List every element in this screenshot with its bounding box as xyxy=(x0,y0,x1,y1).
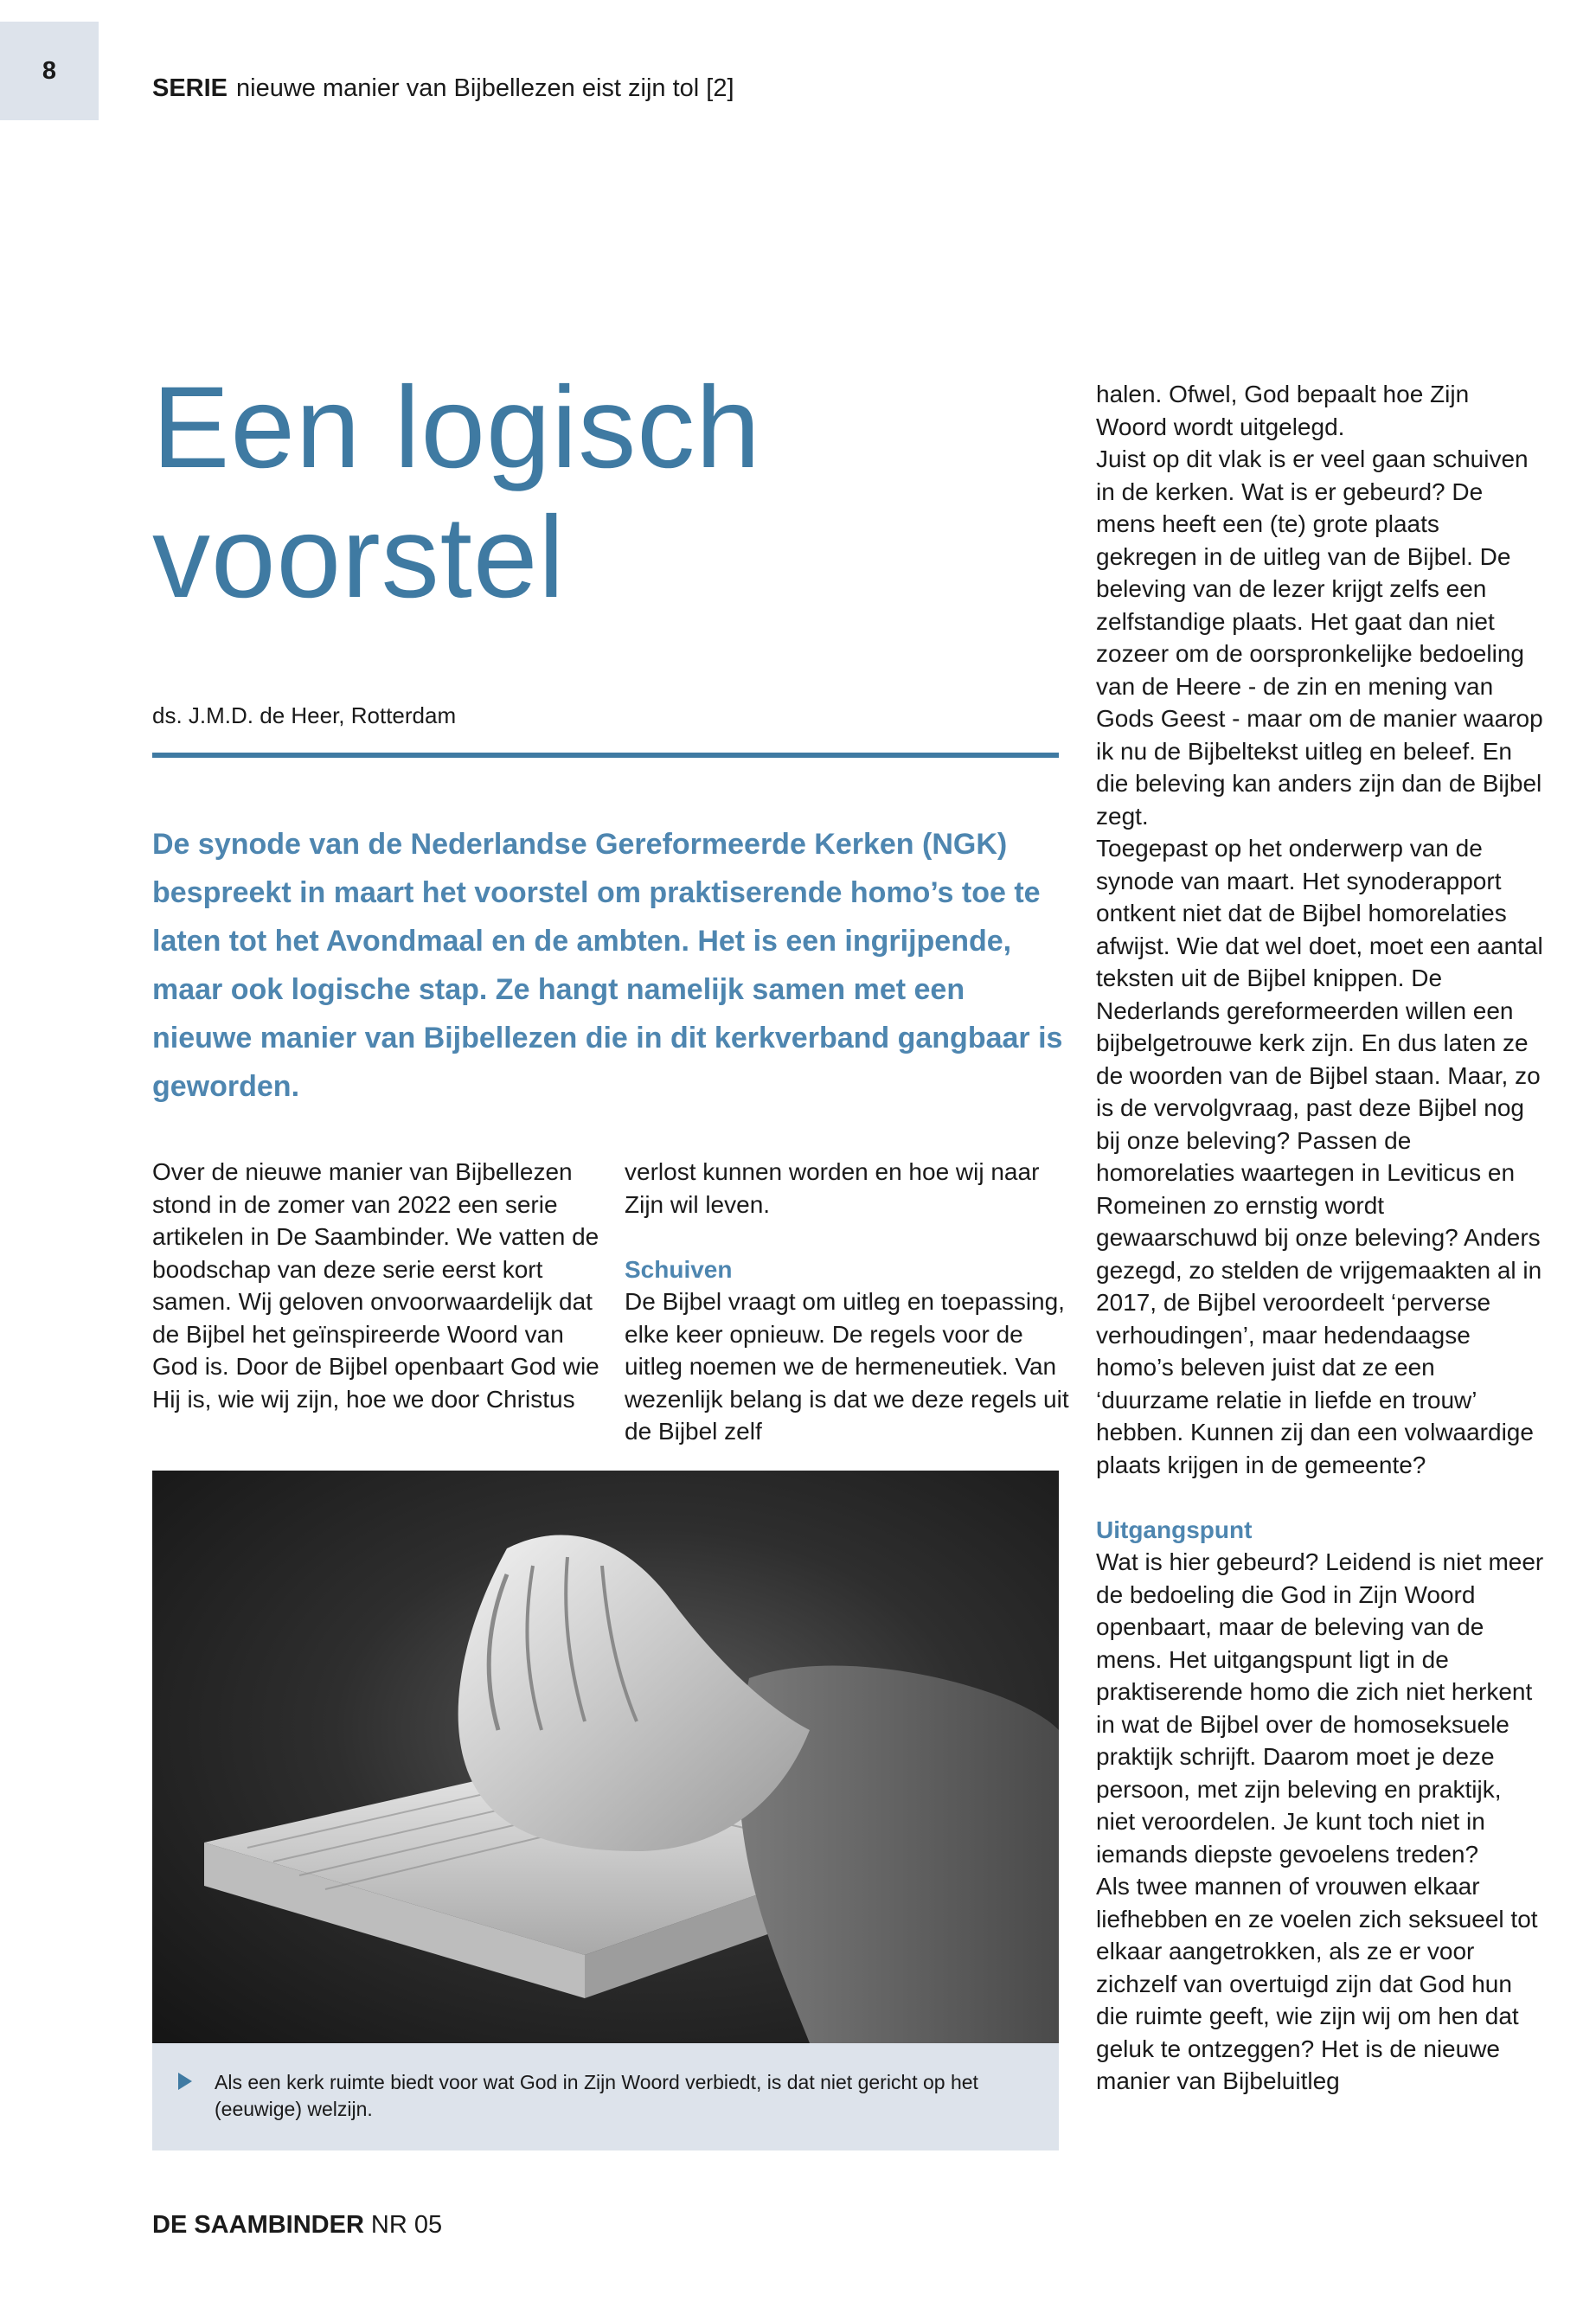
paragraph: Over de nieuwe manier van Bijbellezen stond in de zomer van 2022 een serie artikelen in De Saambinder. We vatten de boodschap van deze serie eerst kort samen. Wij geloven onvoorwaardelijk dat de Bijbel het geïnspireerde Woord van God is. Door de Bijbel openbaart God wie Hij is, wie wij zijn, hoe we door Christus xyxy=(152,1158,599,1413)
series-title: nieuwe manier van Bijbellezen eist zijn tol [2] xyxy=(236,74,734,102)
photo-caption-box xyxy=(152,2043,1059,2150)
subheading-uitgangspunt: Uitgangspunt xyxy=(1096,1516,1253,1543)
paragraph: halen. Ofwel, God bepaalt hoe Zijn Woord wordt uitgelegd. xyxy=(1096,381,1470,440)
series-label: SERIE xyxy=(152,74,228,102)
title-line-1: Een logisch xyxy=(152,363,761,492)
issue-number: NR 05 xyxy=(370,2211,443,2239)
intro-lead: De synode van de Nederlandse Gereformeerde Kerken (NGK) bespreekt in maart het voorstel om praktiserende homo’s toe te laten tot het Avondmaal en de ambten. Het is een ingrijpende, maar ook logische stap. Ze hangt namelijk samen met een nieuwe manier van Bijbellezen die in dit kerkverband gangbaar is geworden. xyxy=(152,828,1063,1103)
paragraph: De Bijbel vraagt om uitleg en toepassing, elke keer opnieuw. De regels voor de uitleg noemen we de hermeneutiek. Van wezenlijk belang is dat we deze regels uit de Bijbel zelf xyxy=(625,1288,1069,1445)
title-divider xyxy=(152,753,1059,758)
byline: ds. J.M.D. de Heer, Rotterdam xyxy=(152,702,457,728)
caption-arrow-icon xyxy=(178,2073,192,2090)
photo-caption: Als een kerk ruimte biedt voor wat God in Zijn Woord verbiedt, is dat niet gericht op het (eeuwige) welzijn. xyxy=(215,2071,978,2120)
footer xyxy=(152,2211,442,2240)
praying-hands-illustration xyxy=(152,1471,1059,2043)
praying-hands-photo xyxy=(152,1471,1059,2043)
page-number: 8 xyxy=(0,22,99,120)
publication-name: DE SAAMBINDER xyxy=(152,2211,364,2239)
title-line-2: voorstel xyxy=(152,493,566,622)
paragraph: verlost kunnen worden en hoe wij naar Zijn wil leven. xyxy=(625,1158,1040,1218)
article-title xyxy=(152,363,761,623)
paragraph: Wat is hier gebeurd? Leidend is niet meer de bedoeling die God in Zijn Woord openbaart, maar de beleving van de mens. Het uitgangspunt ligt in de praktiserende homo die zich niet herkent in wat de Bijbel over de homoseksuele praktijk schrijft. Daarom moet je deze persoon, met zijn beleving en praktijk, niet veroordelen. Je kunt toch niet in iemands diepste gevoelens treden? xyxy=(1096,1548,1544,1868)
body-column-1 xyxy=(152,1156,602,1415)
paragraph: Juist op dit vlak is er veel gaan schuiven in de kerken. Wat is er gebeurd? De mens heeft een (te) grote plaats gekregen in de uitleg van de Bijbel. De beleving van de lezer krijgt zelfs een zelfstandige plaats. Het gaat dan niet zozeer om de oorspronkelijke bedoeling van de Heere - de zin en mening van Gods Geest - maar om de manier waarop ik nu de Bijbeltekst uitleg en beleef. En die beleving kan anders zijn dan de Bijbel zegt. xyxy=(1096,445,1543,830)
body-column-2 xyxy=(625,1156,1074,1448)
body-column-3 xyxy=(1096,378,1546,2098)
running-header xyxy=(152,74,734,103)
paragraph: Als twee mannen of vrouwen elkaar liefhebben en ze voelen zich seksueel tot elkaar aangetrokken, als ze er voor zichzelf van overtuigd zijn dat God hun die ruimte geeft, wie zijn wij om hen dat geluk te ontzeggen? Het is de nieuwe manier van Bijbeluitleg xyxy=(1096,1873,1538,2094)
paragraph: Toegepast op het onderwerp van de synode van maart. Het synoderapport ontkent niet dat de Bijbel homorelaties afwijst. Wie dat wel doet, moet een aantal teksten uit de Bijbel knippen. De Nederlands gereformeerden willen een bijbelgetrouwe kerk zijn. En dus laten ze de woorden van de Bijbel staan. Maar, zo is de vervolgvraag, past deze Bijbel nog bij onze beleving? Passen de homorelaties waartegen in Leviticus en Romeinen zo ernstig wordt gewaarschuwd bij onze beleving? Anders gezegd, zo stelden de vrijgemaakten al in 2017, de Bijbel veroordeelt ‘perverse verhoudingen’, maar hedendaagse homo’s beleven juist dat ze een ‘duurzame relatie in liefde en trouw’ hebben. Kunnen zij dan een volwaardige plaats krijgen in de gemeente? xyxy=(1096,835,1543,1478)
subheading-schuiven: Schuiven xyxy=(625,1255,733,1283)
